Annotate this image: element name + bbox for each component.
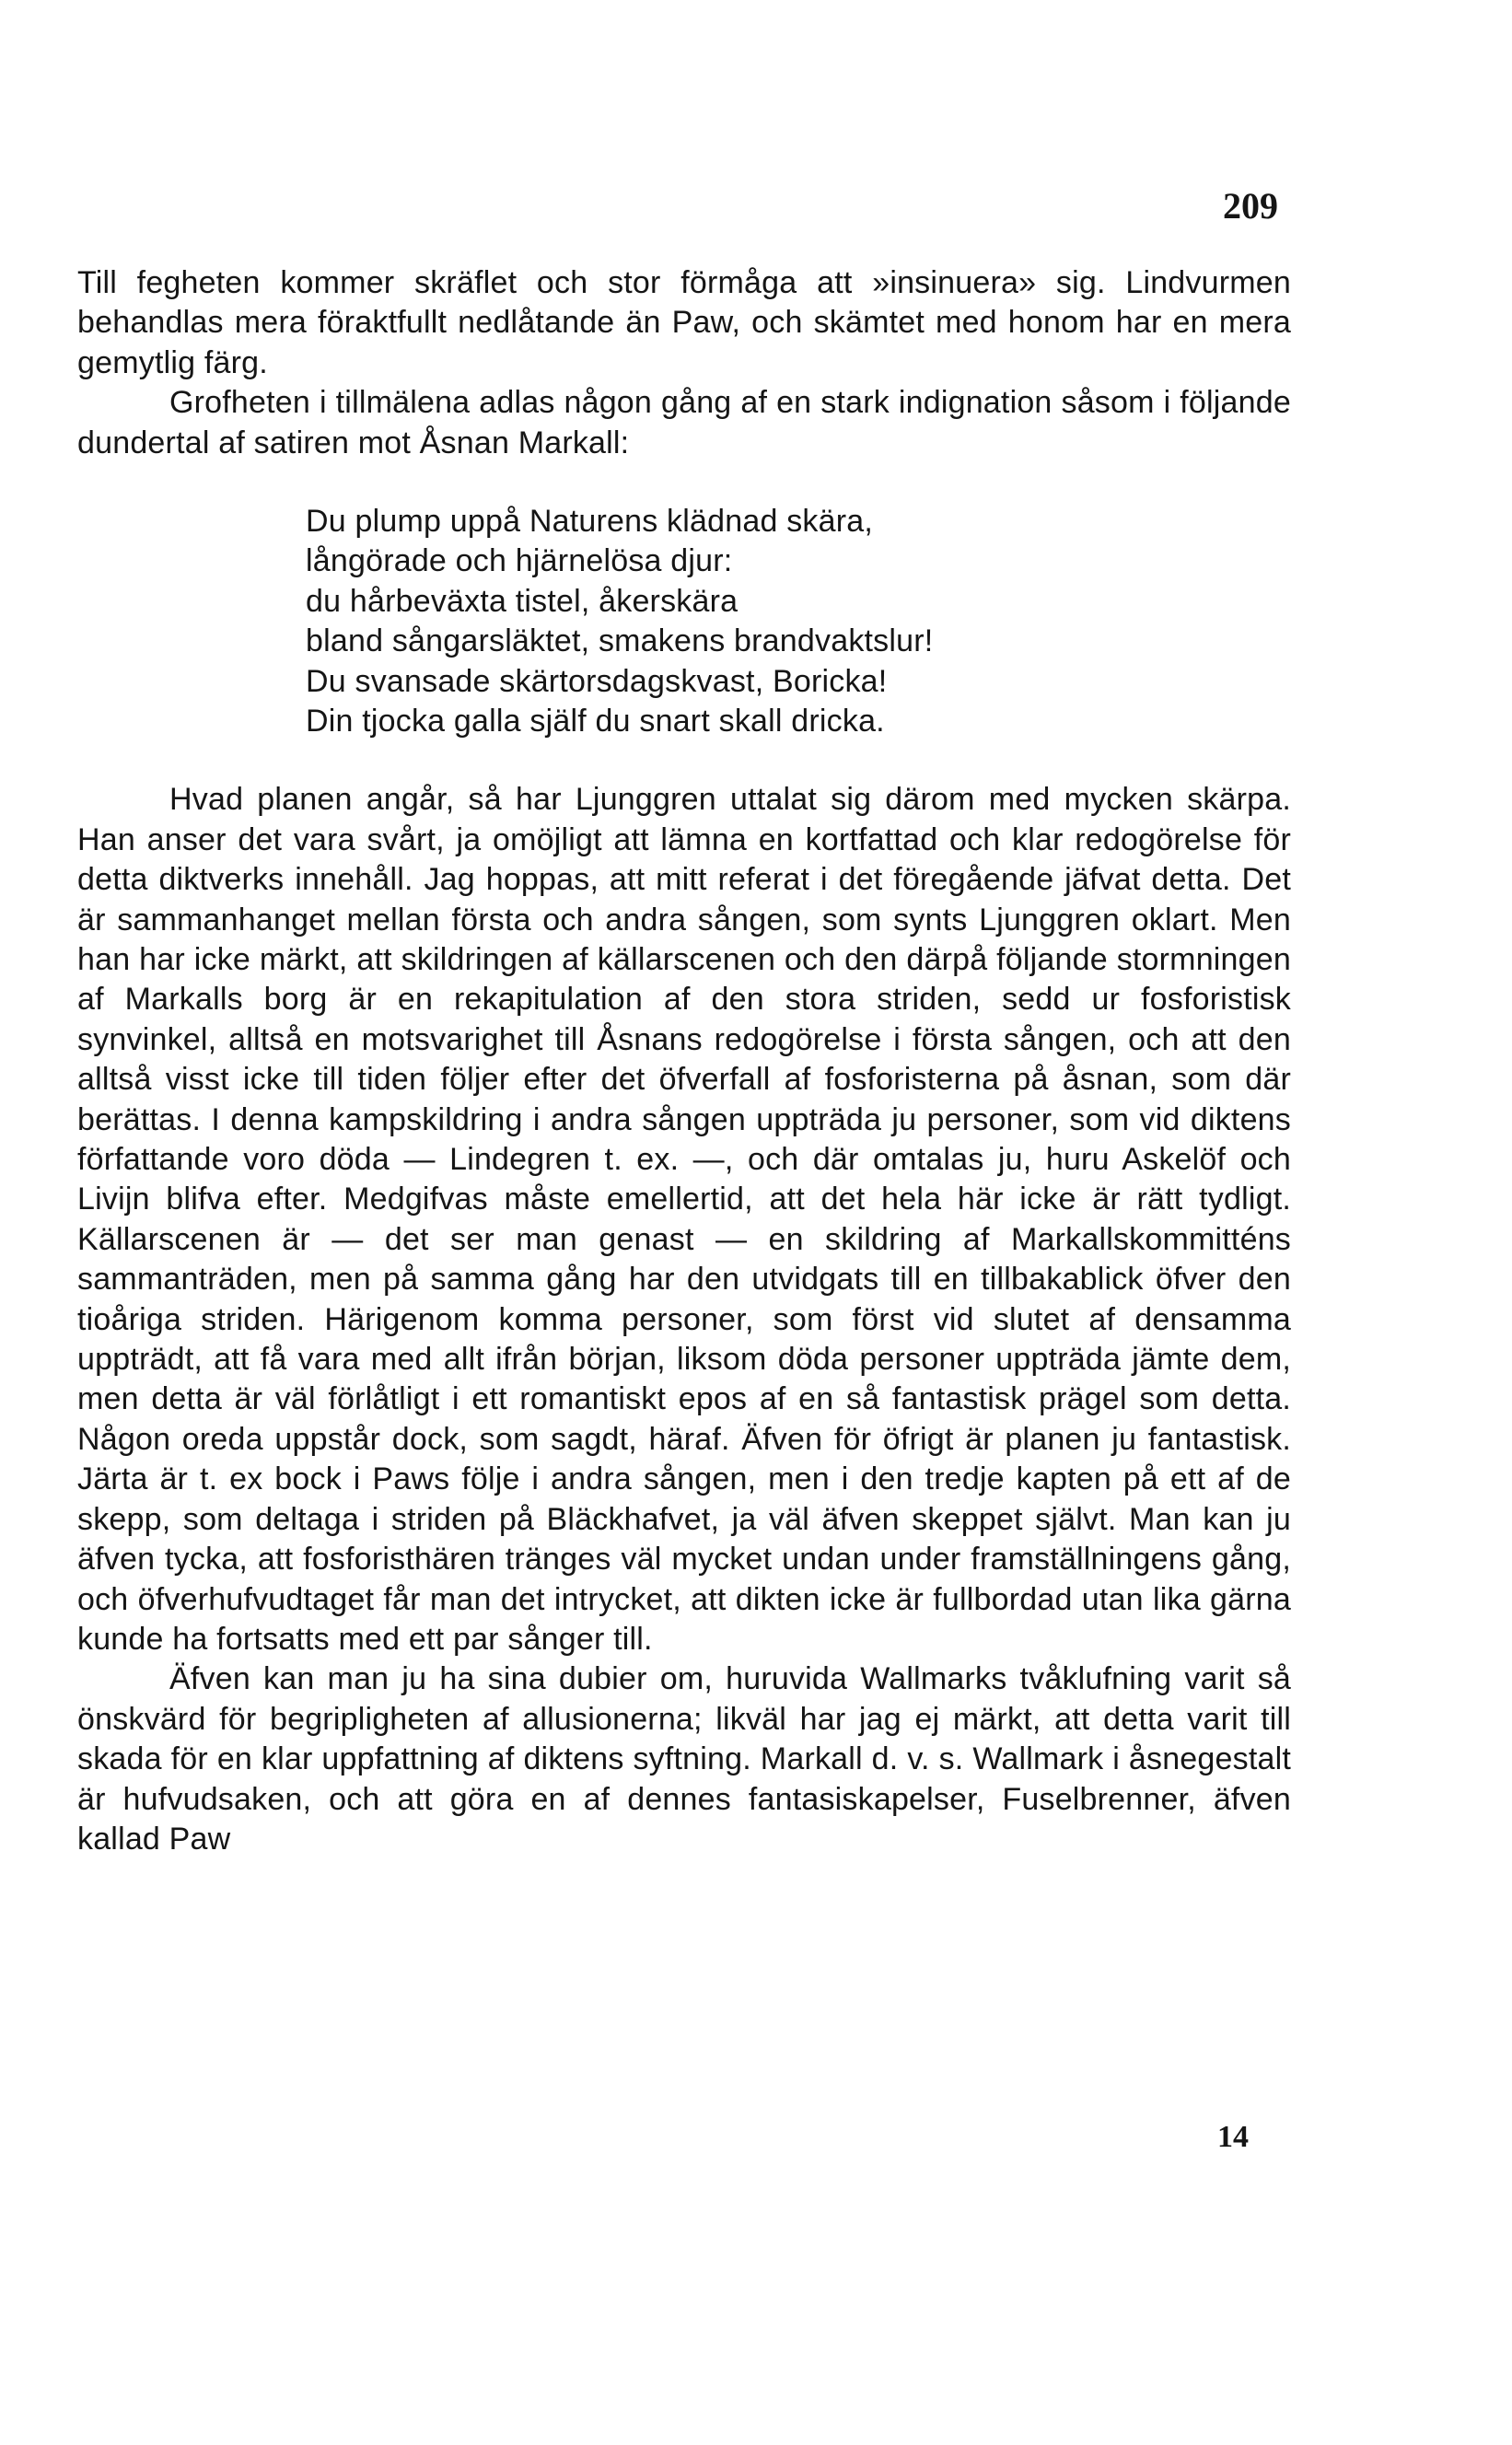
verse-quotation (306, 502, 1291, 741)
verse-line-4: bland sångarsläktet, smakens brandvaktslur! (306, 623, 934, 659)
page-number: 209 (1223, 185, 1278, 227)
verse-line-3: du hårbeväxta tistel, åkerskära (306, 583, 739, 619)
verse-line-5: Du svansade skärtorsdagskvast, Boricka! (306, 663, 888, 699)
paragraph-4: Äfven kan man ju ha sina dubier om, huruvida Wallmarks tvåklufning varit så önskvärd för begripligheten af allusionerna; likväl har jag ej märkt, att detta varit till skada för en klar uppfattning af diktens syftning. Markall d. v. s. Wallmark i åsnegestalt är hufvudsaken, och att göra en af dennes fantasiskapelser, Fuselbrenner, äfven kallad Paw (77, 1661, 1291, 1857)
verse-line-2: långörade och hjärnelösa djur: (306, 543, 733, 579)
verse-line-1: Du plump uppå Naturens klädnad skära, (306, 504, 873, 540)
paragraph-2: Grofheten i tillmälena adlas någon gång af en stark indignation såsom i följande dundertal af satiren mot Åsnan Markall: (77, 385, 1291, 460)
verse-line-6: Din tjocka galla själf du snart skall dricka. (306, 703, 885, 739)
body-text (77, 263, 1291, 1859)
paragraph-1: Till fegheten kommer skräflet och stor förmåga att »insinuera» sig. Lindvurmen behandlas mera föraktfullt nedlåtande än Paw, och skämtet med honom har en mera gemytlig färg. (77, 265, 1291, 380)
signature-mark: 14 (1217, 2120, 1249, 2154)
paragraph-3: Hvad planen angår, så har Ljunggren uttalat sig därom med mycken skärpa. Han anser det vara svårt, ja omöjligt att lämna en kortfattad och klar redogörelse för detta diktverks innehåll. Jag hoppas, att mitt referat i det föregående jäfvat detta. Det är sammanhanget mellan första och andra sången, som synts Ljunggren oklart. Men han har icke märkt, att skildringen af källarscenen och den därpå följande stormningen af Markalls borg är en rekapitulation af den stora striden, sedd ur fosforistisk synvinkel, alltså en motsvarighet till Åsnans redogörelse i första sången, och att den alltså visst icke till tiden följer efter det öfverfall af fosforisterna på åsnan, som där berättas. I denna kampskildring i andra sången uppträda ju personer, som vid diktens författande voro döda — Lindegren t. ex. —, och där omtalas ju, huru Askelöf och Livijn blifva efter. Medgifvas måste emellertid, att det hela här icke är rätt tydligt. Källarscenen är — det ser man genast — en skildring af Markallskommitténs sammanträden, men på samma gång har den utvidgats till en tillbakablick öfver den tioåriga striden. Härigenom komma personer, som först vid slutet af densamma uppträdt, att få vara med allt ifrån början, liksom döda personer uppträda jämte dem, men detta är väl förlåtligt i ett romantiskt epos af en så fantastisk prägel som detta. Någon oreda uppstår dock, som sagdt, häraf. Äfven för öfrigt är planen ju fantastisk. Järta är t. ex bock i Paws följe i andra sången, men i den tredje kapten på ett af de skepp, som deltaga i striden på Bläckhafvet, ja väl äfven skeppet självt. Man kan ju äfven tycka, att fosforisthären tränges väl mycket undan under framställningens gång, och öfverhufvudtaget får man det intrycket, att dikten icke är fullbordad utan lika gärna kunde ha fortsatts med ett par sånger till. (77, 782, 1291, 1657)
